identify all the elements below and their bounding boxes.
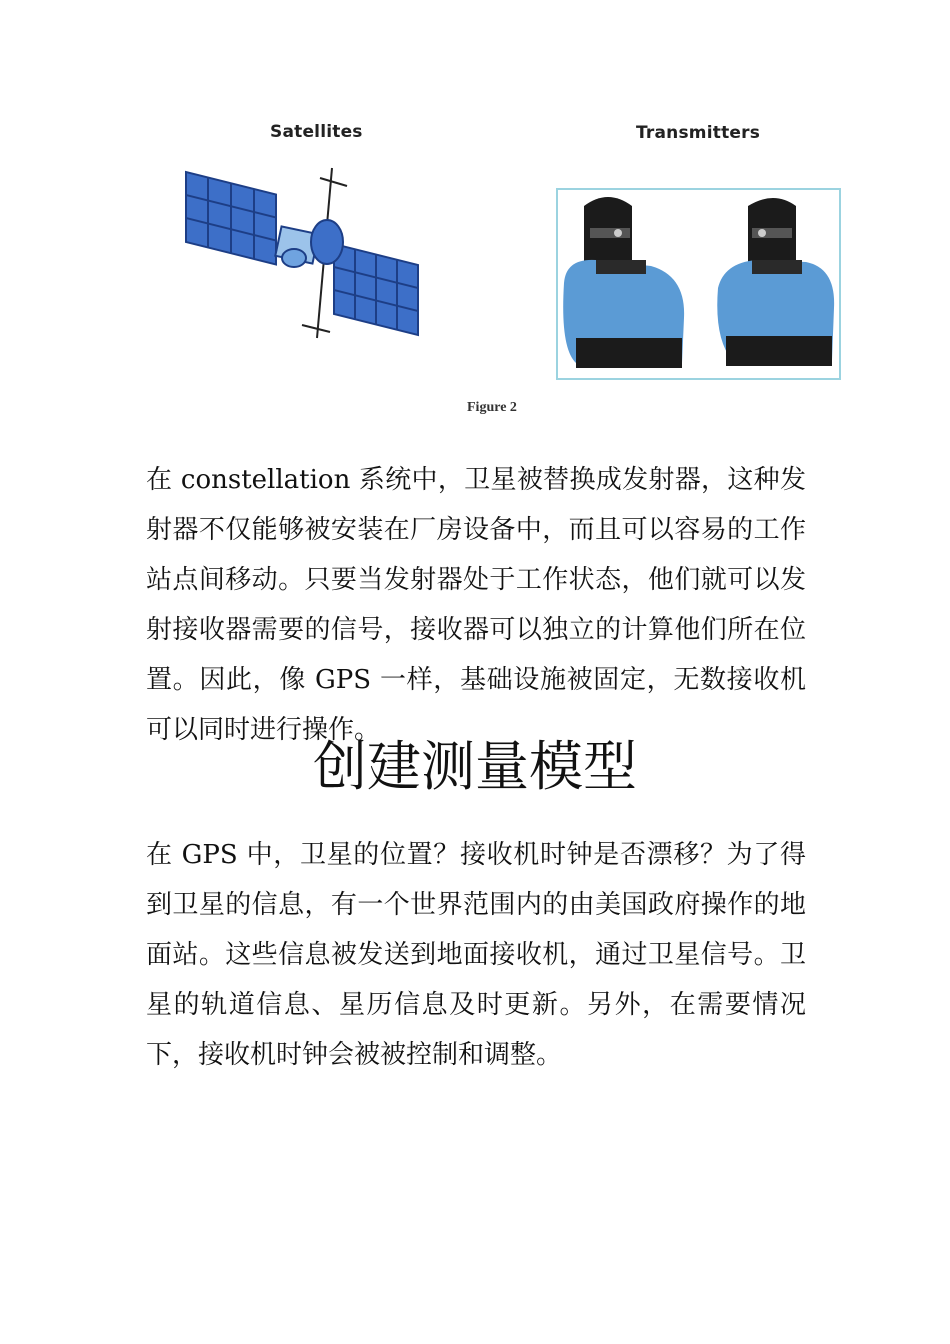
figure-satellites-label: Satellites (270, 122, 363, 142)
satellite-illustration (182, 160, 427, 345)
section-heading: 创建测量模型 (313, 735, 637, 798)
transmitters-photo (556, 188, 842, 382)
paragraph-constellation: 在 constellation 系统中，卫星被替换成发射器，这种发射器不仅能够被安装在厂房设备中，而且可以容易的工作站点间移动。只要当发射器处于工作状态，他们就可以发射接收器需要的信号，接收器可以独立的计算他们所在位置。因此，像 GPS 一样，基础设施被固定，无数接收机可以同时进行操作。 (146, 465, 806, 745)
figure-caption: Figure 2 (467, 400, 517, 415)
paragraph-gps-model: 在 GPS 中，卫星的位置？接收机时钟是否漂移？为了得到卫星的信息，有一个世界范围内的由美国政府操作的地面站。这些信息被发送到地面接收机，通过卫星信号。卫星的轨道信息、星历信息及时更新。另外，在需要情况下，接收机时钟会被被控制和调整。 (146, 840, 806, 1070)
figure-transmitters-label: Transmitters (636, 123, 761, 143)
